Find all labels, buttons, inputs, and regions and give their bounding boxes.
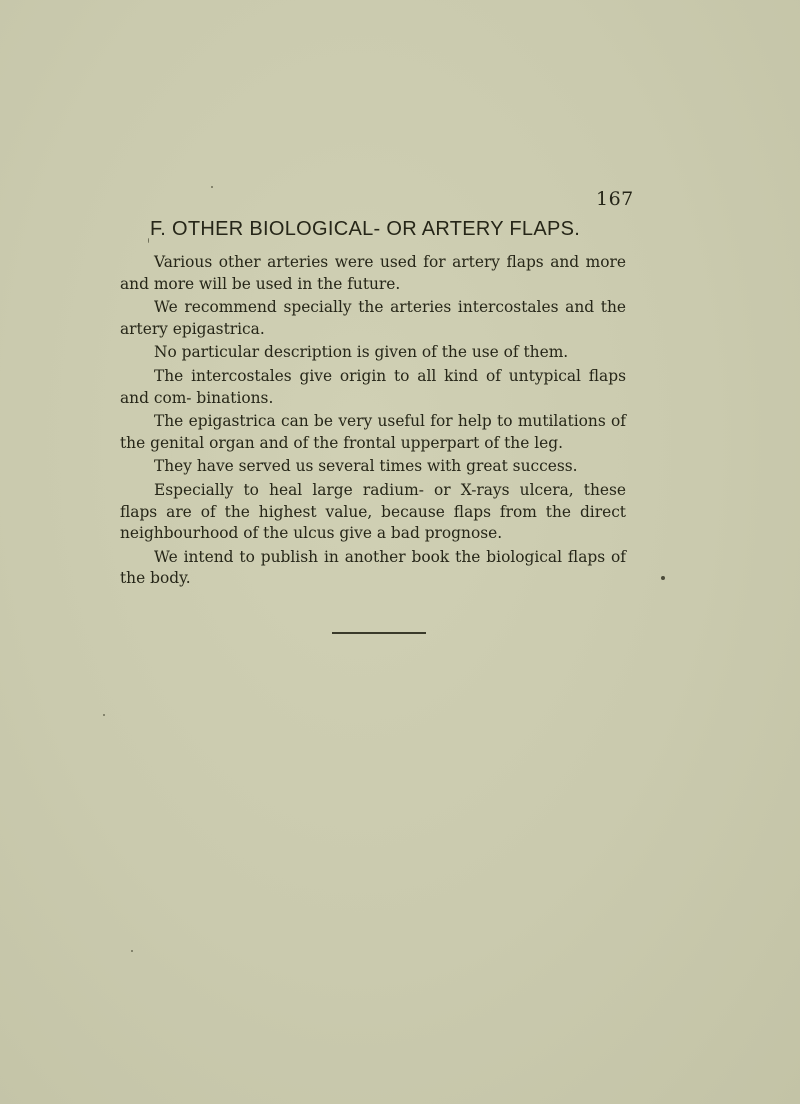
paragraph: Especially to heal large radium- or X-rays ulcera, these flaps are of the highest value, because flaps from the direct neighbourhood of the ulcus give a bad prognose. — [120, 480, 626, 543]
body-text — [120, 252, 626, 592]
end-rule-divider — [332, 632, 426, 634]
paragraph: The intercostales give origin to all kind of untypical flaps and com- binations. — [120, 366, 626, 407]
paragraph: No particular description is given of the use of them. — [154, 343, 569, 362]
page-number: 167 — [596, 188, 634, 210]
section-title: F. OTHER BIOLOGICAL- OR ARTERY FLAPS. — [150, 218, 581, 240]
paper-speck — [131, 950, 133, 952]
paragraph: The epigastrica can be very useful for help to mutilations of the genital organ and of the frontal upperpart of the leg. — [120, 412, 626, 452]
paper-speck — [148, 238, 149, 243]
paragraph: They have served us several times with great success. — [154, 457, 578, 476]
paper-speck — [103, 714, 105, 716]
paragraph: Various other arteries were used for artery flaps and more and more will be used in the future. — [120, 253, 626, 293]
paragraph: We intend to publish in another book the biological flaps of the body. — [120, 547, 626, 588]
paper-speck — [211, 186, 213, 188]
paper-speck — [661, 576, 665, 580]
paragraph: We recommend specially the arteries intercostales and the artery epigastrica. — [120, 298, 626, 338]
